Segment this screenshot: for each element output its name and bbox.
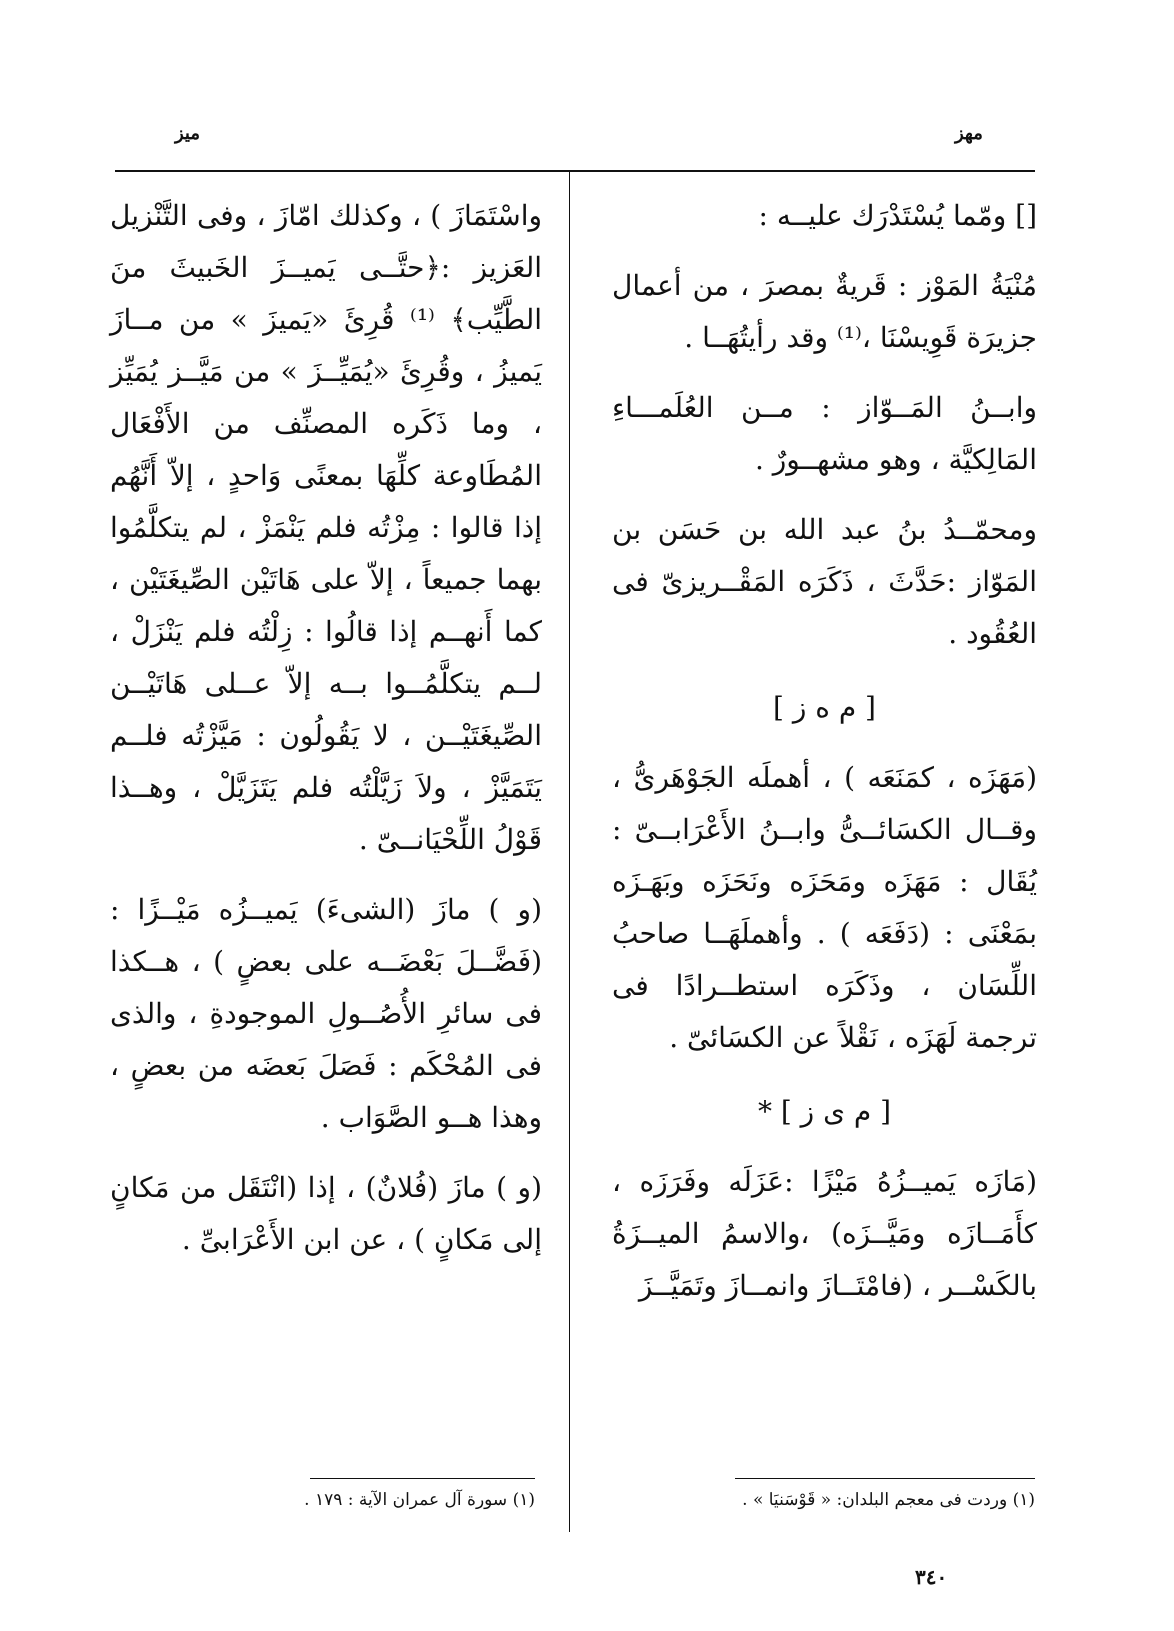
paragraph: (و ) مازَ (فُلانٌ) ، إذا (انْتَقَل من مَكانٍ إلى مَكانٍ ) ، عن ابن الأَعْرَابىِّ . — [110, 1171, 542, 1256]
footnote-left: (١) سورة آل عمران الآية : ١٧٩ . — [304, 1490, 535, 1510]
footnote-rule-left — [310, 1478, 535, 1479]
running-head-right: مهز — [955, 123, 983, 144]
footnote-right: (١) وردت فى معجم البلدان: « قَوْسَنيَا » . — [742, 1490, 1035, 1510]
footnote-rule-right — [735, 1478, 1035, 1479]
header-rule — [115, 170, 1035, 172]
entry-heading: [ م ى ز ] * — [757, 1095, 892, 1128]
paragraph: (مَهَزَه ، كمَنَعَه ) ، أهملَه الجَوْهَرىُّ ، وقــال الكسَائــىُّ وابــنُ الأَعْرَابــىّ : يُقَال : مَهَزَه ومَحَزَه ونَحَزَه وبَهَـزَه بمَعْنَى : (دَفَعَه ) . وأهملَهَــا صاحبُ اللِّسَان ، وذَكَرَه استطــرادًا فى ترجمة لَهَزَه ، نَقْلاً عن الكسَائىّ . — [612, 761, 1038, 1054]
running-head-left: ميز — [175, 123, 201, 144]
paragraph: [] ومّما يُسْتَدْرَك عليــه : — [758, 199, 1037, 232]
entry-heading: [ م ه ز ] — [773, 691, 876, 724]
page-number: ٣٤٠ — [915, 1565, 948, 1589]
right-column — [612, 190, 1037, 1312]
paragraph: مُنْيَةُ المَوْز : قَريةٌ بمصرَ ، من أعمال جزيرَة قَوِيسْنَا ،⁽¹⁾ وقد رأيتُهَــا . — [612, 269, 1037, 354]
paragraph: ومحمّــدُ بنُ عبد الله بن حَسَن بن المَوّاز :حَدَّثَ ، ذَكَرَه المَقْــريزىّ فى العُقُود . — [612, 513, 1037, 650]
paragraph: (و ) مازَ (الشىءَ) يَميــزُه مَيْــزًا : (فَضَّــلَ بَعْضَــه على بعضٍ ) ، هــكذا فى سائرِ الأُصُــولِ الموجودةِ ، والذى فى المُحْكَم : فَصَلَ بَعضَه من بعضٍ ، وهذا هــو الصَّوَاب . — [110, 893, 542, 1134]
column-divider — [569, 172, 570, 1532]
paragraph: واسْتَمَازَ ) ، وكذلك امّازَ ، وفى التَّنْزيل العَزيز :﴿حتَّــى يَميــزَ الخَبيثَ منَ الطَّيِّب﴾ ⁽¹⁾ قُرِئَ «يَميزَ » من مــازَ يَميزُ ، وقُرِئَ «يُمَيِّــزَ » من مَيَّــز يُمَيِّز ، وما ذَكَره المصنِّف من الأَفْعَال المُطَاوعة كلِّهَا بمعنًى وَاحدٍ ، إلاّ أَنَّهُم إذا قالوا : مِزْتُه فلم يَنْمَزْ ، لم يتكلَّمُوا بهما جميعاً ، إلاّ على هَاتَيْن الصِّيغَتَيْن ، كما أَنهــم إذا قالُوا : زِلْتُه فلم يَنْزَلْ ، لــم يتكلَّمُــوا بــه إلاّ عــلى هَاتَيْــن الصِّيغَتَيْــن ، لا يَقُولُون : مَيَّزْتُه فلــم يَتَمَيَّزْ ، ولاَ زَيَّلْتُه فلم يَتَزَيَّلْ ، وهــذا قَوْلُ اللِّحْيَانــىّ . — [110, 199, 543, 856]
left-column — [110, 190, 542, 1266]
paragraph: (مَازَه يَميــزُهُ مَيْزًا :عَزَلَه وفَرَزَه ، كأَمَــازَه ومَيَّــزَه) ،والاسمُ الميــزَةُ بالكَسْــر ، (فامْتَــازَ وانمــازَ وتَمَيَّــزَ — [612, 1165, 1037, 1302]
paragraph: وابــنُ المَــوّاز : مــن العُلَمـــاءِ المَالِكيَّة ، وهو مشهــورٌ . — [612, 391, 1037, 476]
